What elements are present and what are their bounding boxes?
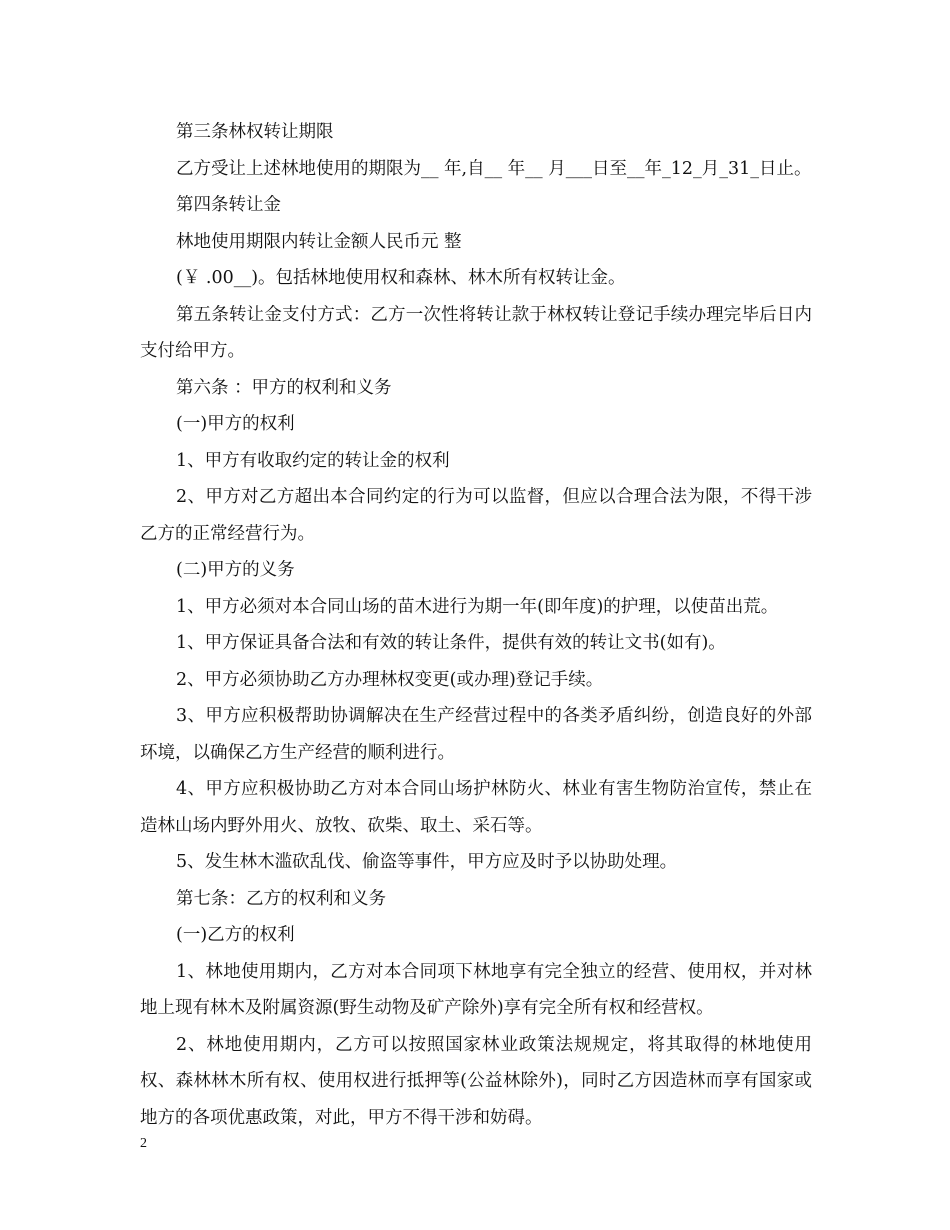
article-3-term-text: 乙方受让上述林地使用的期限为__ 年,自__ 年__ 月___日至__年_12_月_31_日止。 xyxy=(176,158,812,179)
party-a-duty-2: 2、甲方必须协助乙方办理林权变更(或办理)登记手续。 xyxy=(176,669,604,690)
party-a-duties-heading: (二)甲方的义务 xyxy=(176,560,295,580)
article-3-heading: 第三条林权转让期限 xyxy=(176,122,334,142)
party-b-rights-heading: (一)乙方的权利 xyxy=(176,925,295,945)
document-body xyxy=(140,114,812,1136)
article-7-heading: 第七条：乙方的权利和义务 xyxy=(176,888,386,909)
party-a-duty-1a: 1、甲方必须对本合同山场的苗木进行为期一年(即年度)的护理，以使苗出荒。 xyxy=(176,596,779,617)
party-a-duty-5: 5、发生林木滥砍乱伐、偷盗等事件，甲方应及时予以协助处理。 xyxy=(176,852,678,872)
article-5-payment-text: 第五条转让金支付方式：乙方一次性将转让款于林权转让登记手续办理完毕后日内支付给甲方。 xyxy=(140,304,812,361)
party-a-right-1: 1、甲方有收取约定的转让金的权利 xyxy=(176,450,450,471)
article-6-heading: 第六条 ：甲方的权利和义务 xyxy=(176,377,392,398)
party-a-duty-4: 4、甲方应积极协助乙方对本合同山场护林防火、林业有害生物防治宣传，禁止在造林山场内野外用火、放牧、砍柴、取土、采石等。 xyxy=(140,779,812,836)
party-a-duty-1b: 1、甲方保证具备合法和有效的转让条件，提供有效的转让文书(如有)。 xyxy=(176,633,726,653)
party-b-right-2: 2、林地使用期内，乙方可以按照国家林业政策法规规定，将其取得的林地使用权、森林林木所有权、使用权进行抵押等(公益林除外)，同时乙方因造林而享有国家或地方的各项优惠政策，对此，甲方不得干涉和妨碍。 xyxy=(140,1034,812,1128)
party-a-rights-heading: (一)甲方的权利 xyxy=(176,414,295,434)
party-a-duty-3: 3、甲方应积极帮助协调解决在生产经营过程中的各类矛盾纠纷，创造良好的外部环境，以确保乙方生产经营的顺利进行。 xyxy=(140,706,812,763)
page-number: 2 xyxy=(140,1136,147,1151)
party-a-right-2: 2、甲方对乙方超出本合同约定的行为可以监督，但应以合理合法为限，不得干涉乙方的正常经营行为。 xyxy=(140,487,812,544)
article-4-amount-detail: (￥ .00__)。包括林地使用权和森林、林木所有权转让金。 xyxy=(176,268,626,288)
article-4-heading: 第四条转让金 xyxy=(176,195,281,215)
article-4-amount-text: 林地使用期限内转让金额人民币元 整 xyxy=(176,231,462,252)
party-b-right-1: 1、林地使用期内，乙方对本合同项下林地享有完全独立的经营、使用权，并对林地上现有林木及附属资源(野生动物及矿产除外)享有完全所有权和经营权。 xyxy=(140,961,812,1018)
